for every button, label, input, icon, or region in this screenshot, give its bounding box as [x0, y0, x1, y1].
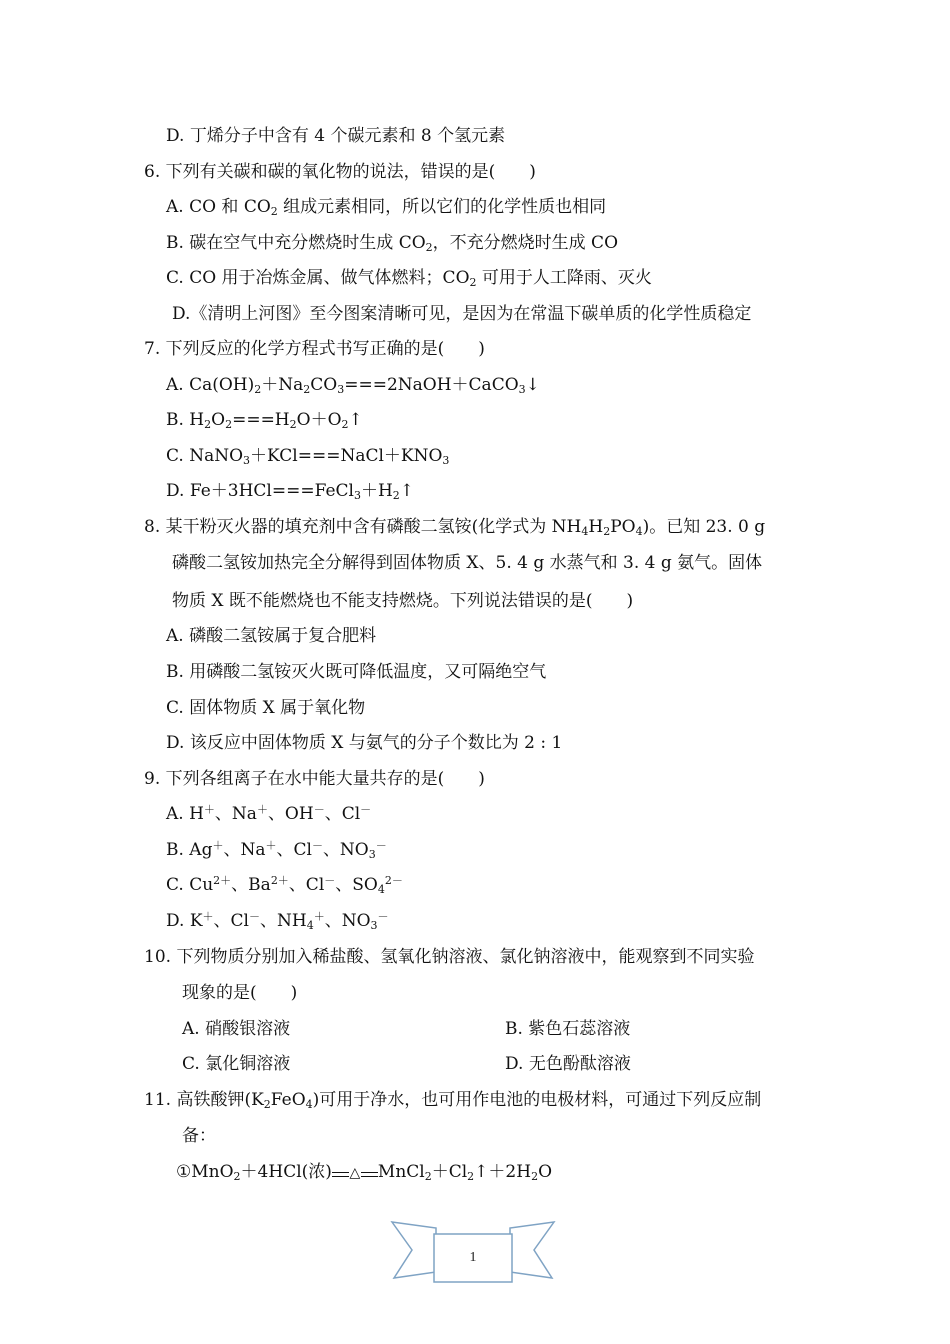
q6-option-b: B. 碳在空气中充分燃烧时生成 $CO_2$，不充分燃烧时生成 CO — [166, 233, 619, 254]
page-number: 1 — [469, 1250, 477, 1265]
q8-stem-line-2: 磷酸二氢铵加热完全分解得到固体物质 X、5. 4 g 水蒸气和 3. 4 g 氨气。固体 — [172, 553, 763, 573]
q10-option-d: D. 无色酚酞溶液 — [505, 1054, 631, 1074]
q9-option-d: D. K＋、Cl－、$NH_4^+$、$NO_3^-$ — [166, 910, 389, 932]
q10-stem-line-2: 现象的是( ) — [182, 983, 298, 1003]
q11-stem-line-2: 备： — [182, 1126, 216, 1146]
q6-option-a: A. CO 和 $CO_2$ 组成元素相同，所以它们的化学性质也相同 — [166, 197, 607, 218]
q7-option-d: D. $Fe+3HCl===FeCl_3+H_2↑$ — [166, 481, 415, 502]
page-footer — [390, 1220, 556, 1286]
q6-option-c: C. CO 用于冶炼金属、做气体燃料；$CO_2$ 可用于人工降雨、灭火 — [166, 268, 652, 289]
heating-condition-sign: △ — [332, 1161, 378, 1184]
q5-option-d: D. 丁烯分子中含有 4 个碳元素和 8 个氢元素 — [166, 126, 506, 146]
q6-stem: 6. 下列有关碳和碳的氧化物的说法，错误的是( ) — [144, 162, 536, 182]
q8-stem-line-3: 物质 X 既不能燃烧也不能支持燃烧。下列说法错误的是( ) — [172, 591, 634, 611]
q11-stem-line-1: 11. 高铁酸钾$(K_2FeO_4)$可用于净水，也可用作电池的电极材料，可通过下列反应制 — [144, 1090, 762, 1111]
q7-option-a: A. $Ca(OH)_2+Na_2CO_3===2NaOH+CaCO_3↓$ — [166, 375, 540, 396]
q10-option-a: A. 硝酸银溶液 — [182, 1019, 291, 1039]
q10-stem-line-1: 10. 下列物质分别加入稀盐酸、氢氧化钠溶液、氯化钠溶液中，能观察到不同实验 — [144, 947, 755, 967]
q8-option-a: A. 磷酸二氢铵属于复合肥料 — [166, 626, 377, 646]
q7-option-c: C. $NaNO_3+KCl===NaCl+KNO_3$ — [166, 446, 450, 467]
q6-option-d: D.《清明上河图》至今图案清晰可见，是因为在常温下碳单质的化学性质稳定 — [172, 304, 752, 324]
q8-option-d: D. 该反应中固体物质 X 与氨气的分子个数比为 2 : 1 — [166, 733, 563, 753]
q8-stem-line-1: 8. 某干粉灭火器的填充剂中含有磷酸二氢铵(化学式为 $NH_4H_2PO_4$)。已知 23. 0 g — [144, 517, 766, 538]
q9-option-a: A. H＋、Na＋、OH－、Cl－ — [166, 803, 372, 824]
q11-reaction-1: ①MnO$_2$＋4HCl(浓) △ $MnCl_2+Cl_2↑+2H_2O$ — [176, 1162, 552, 1183]
q7-option-b: B. $H_2O_2===H_2O+O_2↑$ — [166, 410, 363, 431]
q9-option-c: C. $Cu^{2+}$、$Ba^{2+}$、Cl－、$SO_4^{2-}$ — [166, 874, 403, 896]
q9-option-b: B. Ag＋、Na＋、Cl－、$NO_3^-$ — [166, 839, 387, 861]
q8-option-b: B. 用磷酸二氢铵灭火既可降低温度，又可隔绝空气 — [166, 662, 547, 682]
q8-option-c: C. 固体物质 X 属于氧化物 — [166, 698, 366, 718]
q10-option-c: C. 氯化铜溶液 — [182, 1054, 291, 1074]
q10-option-b: B. 紫色石蕊溶液 — [505, 1019, 631, 1039]
q7-stem: 7. 下列反应的化学方程式书写正确的是( ) — [144, 339, 485, 359]
q9-stem: 9. 下列各组离子在水中能大量共存的是( ) — [144, 769, 485, 789]
